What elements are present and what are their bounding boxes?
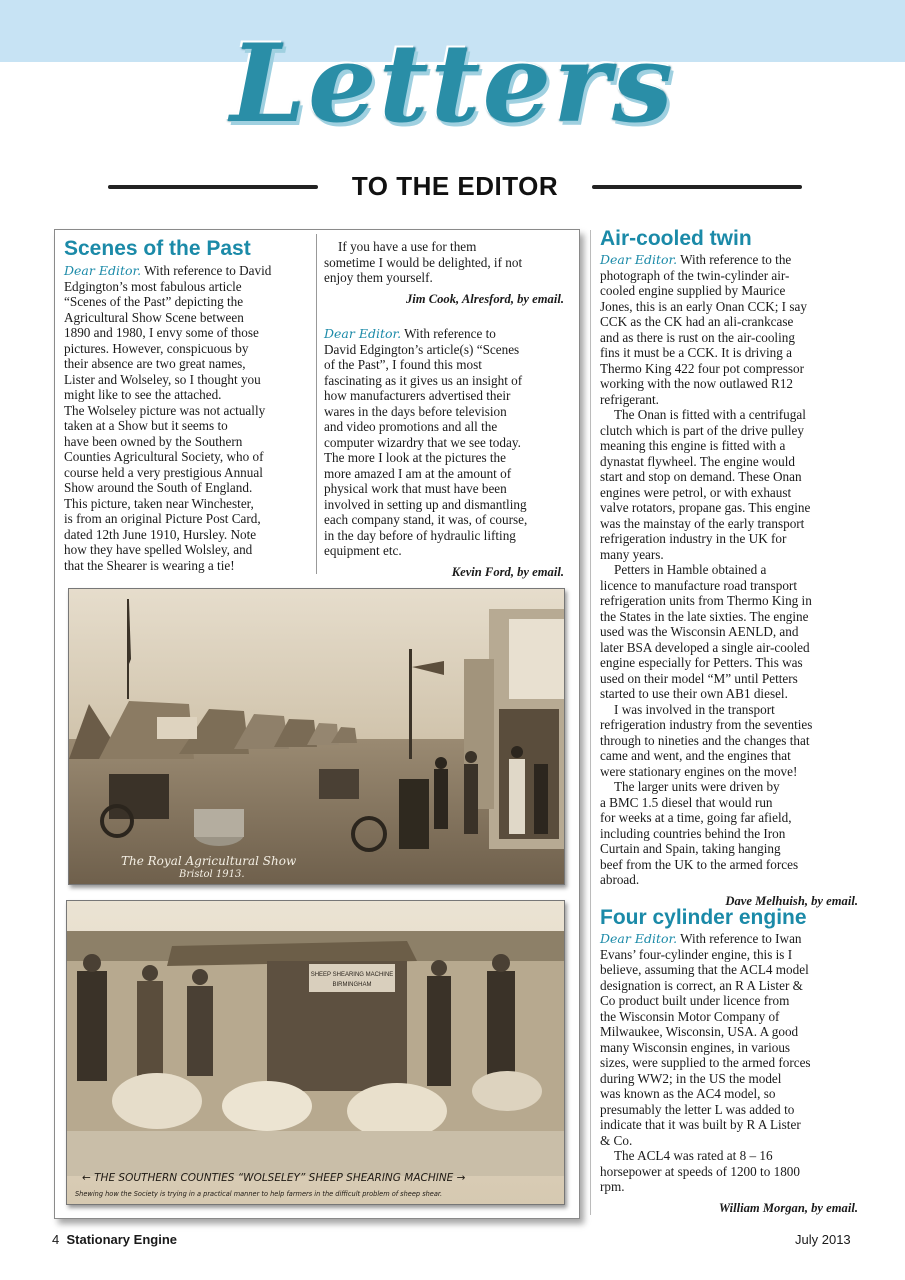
letter-line: indicate that it was built by R A Lister [600,1117,801,1132]
letter-line: equipment etc. [324,543,402,558]
letter-line: refrigeration units from Thermo King in [600,593,812,608]
salutation: Dear Editor. [324,326,402,341]
letter-line: engines were petrol, or with exhaust [600,484,792,500]
letter-second [324,326,564,580]
letter-line: designation is correct, an R A Lister & [600,977,803,993]
letter-line: With reference to David [144,263,272,278]
letter-line: valve rotators, propane gas. This engine [600,500,811,515]
heading-four-cylinder-engine: Four cylinder engine [600,906,807,929]
letter-line: through to nineties and the changes that [600,732,810,748]
letter-line: abroad. [600,872,640,887]
letter-text: With reference to the [680,252,792,267]
heading-scenes-of-the-past: Scenes of the Past [64,237,251,260]
title-rule-left [108,185,318,189]
letter-line: sometime I would be delighted, if not [324,254,523,270]
letter-line: The larger units were driven by [614,779,780,794]
letter-line: cooled engine supplied by Maurice [600,283,786,298]
letter-line: and video promotions and all the [324,419,498,434]
issue-date: July 2013 [795,1232,851,1247]
letter-line: during WW2; in the US the model [600,1070,782,1086]
letter-line: might like to see the attached. [64,387,222,402]
letter-text: With reference to Iwan [680,931,802,946]
letter-line: dynastat flywheel. The engine would [600,453,795,469]
letter-line: With reference to [404,326,496,341]
letter-line: start and stop on demand. These Onan [600,469,802,484]
letter-line: believe, assuming that the ACL4 model [600,962,809,977]
letter-line: Agricultural Show Scene between [64,309,244,325]
letter-line: The ACL4 was rated at 8 – 16 [614,1148,773,1163]
signature: Dave Melhuish, by email. [725,893,858,908]
subtitle-row [108,171,802,201]
show-caption-line1: The Royal Agricultural Show [121,854,297,868]
page-subtitle: TO THE EDITOR [351,171,559,201]
letter-line: Curtain and Spain, taking hanging [600,841,781,856]
letter-line: wares in the days before television [324,403,507,419]
letter-line: a BMC 1.5 diesel that would run [600,794,773,810]
show-photo-image [69,589,564,884]
letter-line: This picture, taken near Winchester, [64,495,254,511]
letter-line: that the Shearer is wearing a tie! [64,557,235,573]
signature: Jim Cook, Alresford, by email. [406,291,564,306]
title-rule-right [592,185,802,189]
letter-line: each company stand, it was, of course, [324,512,528,527]
letter-line: Evans’ four-cylinder engine, this is I [600,946,793,962]
letter-line: 1890 and 1980, I envy some of those [64,325,259,340]
photo-royal-agricultural-show [68,588,565,885]
column-divider-right [590,230,591,1215]
letter-line: The Wolseley picture was not actually [64,402,266,418]
letter-line: The more I look at the pictures the [324,450,506,465]
page-title: Letters [230,21,675,147]
letter-line [600,931,858,947]
salutation: Dear Editor. [600,252,678,267]
letter-line: Milwaukee, Wisconsin, USA. A good [600,1024,799,1039]
letter-line: computer wizardry that we see today. [324,434,521,450]
letter-line: “Scenes of the Past” depicting the [64,294,244,309]
letter-line: how manufacturers advertised their [324,388,511,403]
shed-sign: SHEEP SHEARING MACHINE [310,972,394,978]
letter-line: If you have a use for them [338,239,477,254]
letter-line: photograph of the twin-cylinder air- [600,267,790,283]
letter-line: Thermo King 422 four pot compressor [600,360,805,376]
letter-line: was known as the AC4 model, so [600,1086,776,1101]
letter-scenes [64,263,312,573]
show-caption-line2: Bristol 1913. [179,869,245,880]
letter-line: involved in setting up and dismantling [324,496,527,512]
letter-line: The Onan is fitted with a centrifugal [614,407,806,422]
letter-line: sizes, were supplied to the armed forces [600,1055,811,1070]
letter-line: fascinating as it gives us an insight of [324,372,523,388]
letter-line: Jones, this is an early Onan CCK; I say [600,298,807,314]
letter-line: Petters in Hamble obtained a [614,562,767,577]
column-divider [316,234,317,574]
letter-line: refrigeration industry from the seventies [600,717,813,732]
letter-four-cylinder-engine [600,931,858,1216]
letter-line: Show around the South of England. [64,480,253,495]
letter-line: refrigeration industry in the UK for [600,531,787,546]
signature: William Morgan, by email. [718,1200,858,1215]
letter-line: Edgington’s most fabulous article [64,278,242,294]
letter-line: came and went, and the engines that [600,748,791,763]
letter-line: course held a very prestigious Annual [64,464,263,480]
letter-line: including countries behind the Iron [600,825,786,841]
letter-line: dated 12th June 1910, Hursley. Note [64,526,257,542]
letter-line: refrigerant. [600,391,659,407]
letter-line: more amazed I am at the amount of [324,465,512,481]
magazine-name: Stationary Engine [66,1232,177,1247]
letter-line: for weeks at a time, going far afield, [600,810,792,825]
letter-line: was the mainstay of the early transport [600,515,805,531]
letter-line: used on their model “M” until Petters [600,670,798,686]
footer-left [52,1232,177,1248]
letter-line: is from an original Picture Post Card, [64,511,261,526]
letter-line: their absence are two great names, [64,356,246,371]
letter-line: taken at a Show but it seems to [64,418,228,433]
letter-line: & Co. [600,1132,633,1148]
letter-line: many years. [600,546,664,562]
letter-line [600,252,858,268]
letter-line: pictures. However, conspicuous by [64,340,249,356]
letter-line: in the day before of hydraulic lifting [324,527,516,543]
letter-line: beef from the UK to the armed forces [600,856,799,872]
letter-line: Counties Agricultural Society, who of [64,449,264,464]
letter-line: have been owned by the Southern [64,433,243,449]
letter-line: enjoy them yourself. [324,270,433,285]
letter-line: horsepower at speeds of 1200 to 1800 [600,1163,800,1179]
wolseley-caption-line2: Shewing how the Society is trying in a practical manner to help farmers in the difficult problem of sheep shear. [75,1190,443,1198]
letter-line: engine especially for Petters. This was [600,655,803,670]
heading-air-cooled-twin: Air-cooled twin [600,227,752,250]
letter-line: presumably the letter L was added to [600,1101,795,1117]
letter-line: of the Past”, I found this most [324,357,482,372]
letter-line: started to use their own AB1 diesel. [600,686,788,701]
photo-wolseley-sheep-shearing [66,900,565,1205]
salutation: Dear Editor. [600,931,678,946]
letter-line: and as there is rust on the air-cooling [600,329,795,345]
letter-line: clutch which is part of the drive pulley [600,422,804,438]
letter-line: Co product built under licence from [600,993,790,1008]
letter-line: many Wisconsin engines, in various [600,1039,791,1055]
letter-line: the States in the late sixties. The engine [600,608,809,624]
letter-line: later BSA developed a single air-cooled [600,639,810,655]
letter-line: David Edgington’s article(s) “Scenes [324,341,520,357]
signature: Kevin Ford, by email. [451,564,564,579]
page-number: 4 [52,1232,60,1247]
letter-line: licence to manufacture road transport [600,577,797,593]
letter-line: used was the Wisconsin AENLD, and [600,624,799,639]
wolseley-caption-line1: ← THE SOUTHERN COUNTIES “WOLSELEY” SHEEP SHEARING MACHINE → [82,1172,466,1184]
letter-line: the Wisconsin Motor Company of [600,1008,780,1024]
letter-line: CCK as the CK had an ali-crankcase [600,314,794,329]
letter-line: I was involved in the transport [614,701,775,717]
wolseley-photo-image [67,901,564,1204]
letter-line: rpm. [600,1179,625,1194]
letter-line: were stationary engines on the move! [600,763,798,779]
letter-air-cooled-twin [600,252,858,909]
letter-line: working with the now outlawed R12 [600,376,794,391]
letter-line: fins it must be a CCK. It is driving a [600,345,792,360]
shed-sign-line2: BIRMINGHAM [332,982,372,988]
letter-line: how they have spelled Wolsley, and [64,542,253,557]
salutation: Dear Editor. [64,263,142,278]
letter-line: Lister and Wolseley, so I thought you [64,371,261,387]
letter-scenes-continued [324,239,564,307]
letter-line: physical work that must have been [324,481,507,496]
letter-line: meaning this engine is fitted with a [600,438,786,453]
